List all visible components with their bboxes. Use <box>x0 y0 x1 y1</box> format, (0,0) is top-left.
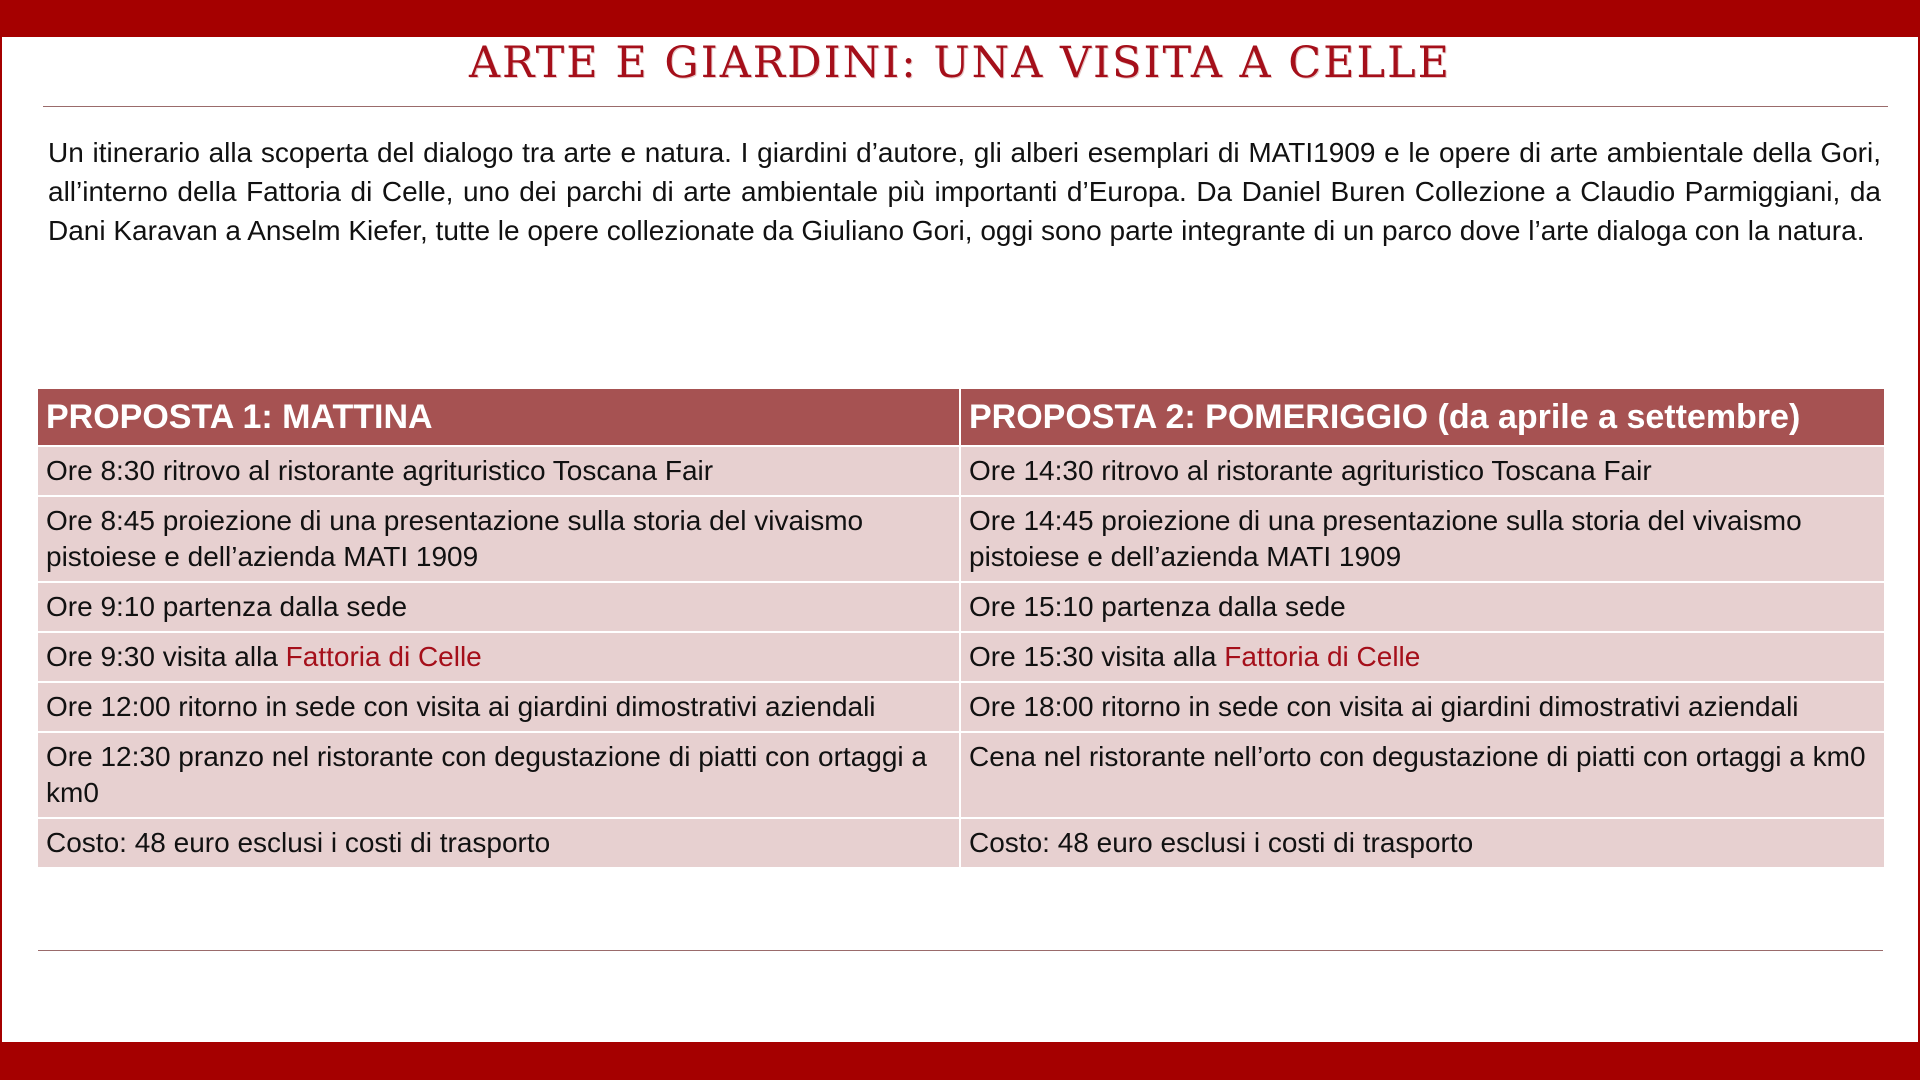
table-cell: Ore 18:00 ritorno in sede con visita ai giardini dimostrativi aziendali <box>960 682 1885 732</box>
header-proposta-1: PROPOSTA 1: MATTINA <box>37 389 960 446</box>
header-proposta-2: PROPOSTA 2: POMERIGGIO (da aprile a settembre) <box>960 389 1885 446</box>
table-cell: Costo: 48 euro esclusi i costi di trasporto <box>960 818 1885 868</box>
table-row <box>37 496 1885 582</box>
table-row <box>37 682 1885 732</box>
table-cell: Ore 12:00 ritorno in sede con visita ai giardini dimostrativi aziendali <box>37 682 960 732</box>
program-table <box>36 389 1886 869</box>
page-title: ARTE E GIARDINI: UNA VISITA A CELLE <box>468 38 1452 88</box>
title-divider <box>43 106 1888 107</box>
cell-text: Ore 9:30 visita alla <box>46 641 286 672</box>
cell-text: Ore 15:30 visita alla <box>969 641 1225 672</box>
fattoria-di-celle-link[interactable]: Fattoria di Celle <box>285 641 482 672</box>
top-band <box>0 0 1920 37</box>
table-cell: Ore 9:10 partenza dalla sede <box>37 582 960 632</box>
table-cell: Ore 14:45 proiezione di una presentazione sulla storia del vivaismo pistoiese e dell’azienda MATI 1909 <box>960 496 1885 582</box>
table-cell: Ore 8:30 ritrovo al ristorante agrituristico Toscana Fair <box>37 446 960 496</box>
table-cell <box>960 632 1885 682</box>
table-row <box>37 732 1885 818</box>
table-cell: Cena nel ristorante nell’orto con degustazione di piatti con ortaggi a km0 <box>960 732 1885 818</box>
table-cell: Ore 8:45 proiezione di una presentazione sulla storia del vivaismo pistoiese e dell’azienda MATI 1909 <box>37 496 960 582</box>
bottom-band <box>0 1042 1920 1080</box>
left-border <box>0 37 2 1042</box>
table-cell: Ore 15:10 partenza dalla sede <box>960 582 1885 632</box>
table-row <box>37 818 1885 868</box>
table-row <box>37 446 1885 496</box>
table-cell: Ore 14:30 ritrovo al ristorante agrituristico Toscana Fair <box>960 446 1885 496</box>
table-cell <box>37 632 960 682</box>
intro-paragraph: Un itinerario alla scoperta del dialogo tra arte e natura. I giardini d’autore, gli alberi esemplari di MATI1909 e le opere di arte ambientale della Gori, all’interno della Fattoria di Celle, uno dei parchi di arte ambientale più importanti d’Europa. Da Daniel Buren Collezione a Claudio Parmiggiani, da Dani Karavan a Anselm Kiefer, tutte le opere collezionate da Giuliano Gori, oggi sono parte integrante di un parco dove l’arte dialoga con la natura. <box>48 137 1881 246</box>
fattoria-di-celle-link[interactable]: Fattoria di Celle <box>1224 641 1421 672</box>
table-row <box>37 632 1885 682</box>
table-cell: Costo: 48 euro esclusi i costi di trasporto <box>37 818 960 868</box>
table-row <box>37 582 1885 632</box>
bottom-divider <box>38 950 1883 951</box>
table-cell: Ore 12:30 pranzo nel ristorante con degustazione di piatti con ortaggi a km0 <box>37 732 960 818</box>
table-header-row <box>37 389 1885 446</box>
